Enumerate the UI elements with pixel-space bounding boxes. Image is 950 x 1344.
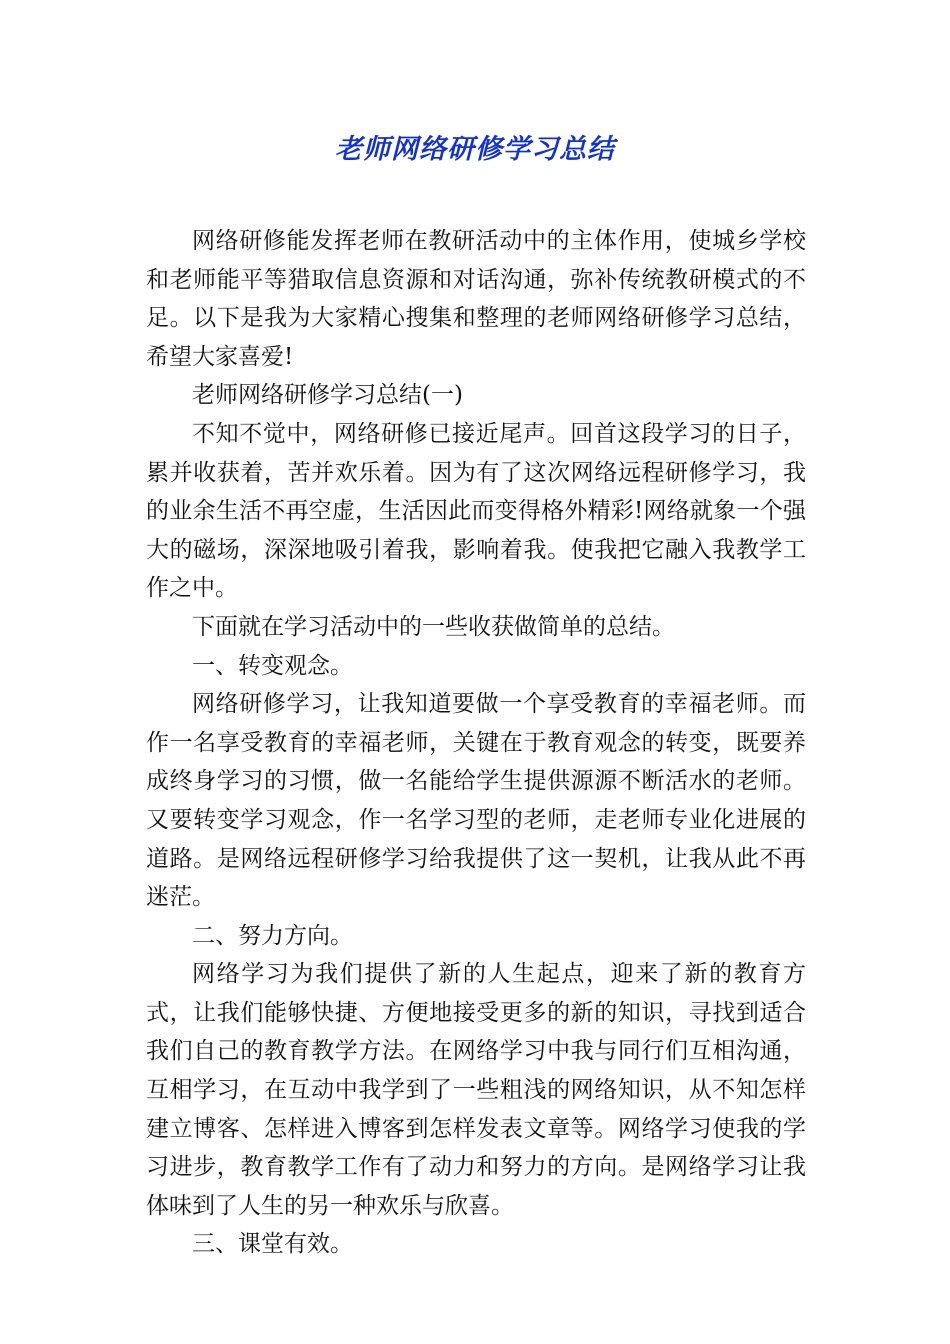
paragraph-change-concept: 网络研修学习，让我知道要做一个享受教育的幸福老师。而作一名享受教育的幸福老师，关键在于教育观念的转变，既要养成终身学习的习惯，做一名能给学生提供源源不断活水的老师。又要转变学习观念，作一名学习型的老师，走老师专业化进展的道路。是网络远程研修学习给我提供了这一契机，让我从此不再迷茫。 [146,691,806,911]
heading-effective-classroom: 三、课堂有效。 [192,1231,353,1258]
section-heading-part-one: 老师网络研修学习总结(一) [192,382,463,409]
heading-change-concept: 一、转变观念。 [192,652,353,679]
paragraph-reflection: 不知不觉中，网络研修已接近尾声。回首这段学习的日子，累并收获着，苦并欢乐着。因为有了这次网络远程研修学习，我的业余生活不再空虚，生活因此而变得格外精彩!网络就象一个强大的磁场，深深地吸引着我，影响着我。使我把它融入我教学工作之中。 [146,420,806,602]
paragraph-intro: 网络研修能发挥老师在教研活动中的主体作用，使城乡学校和老师能平等猎取信息资源和对话沟通，弥补传统教研模式的不足。以下是我为大家精心搜集和整理的老师网络研修学习总结，希望大家喜爱! [146,228,806,370]
document-body [146,222,806,1264]
document-title: 老师网络研修学习总结 [335,134,615,165]
paragraph-summary-lead: 下面就在学习活动中的一些收获做简单的总结。 [192,613,675,640]
heading-effort-direction: 二、努力方向。 [192,922,353,949]
paragraph-effort-direction: 网络学习为我们提供了新的人生起点，迎来了新的教育方式，让我们能够快捷、方便地接受更多的新的知识，寻找到适合我们自己的教育教学方法。在网络学习中我与同行们互相沟通，互相学习，在互动中我学到了一些粗浅的网络知识，从不知怎样建立博客、怎样进入博客到怎样发表文章等。网络学习使我的学习进步，教育教学工作有了动力和努力的方向。是网络学习让我体味到了人生的另一种欢乐与欣喜。 [146,961,806,1219]
